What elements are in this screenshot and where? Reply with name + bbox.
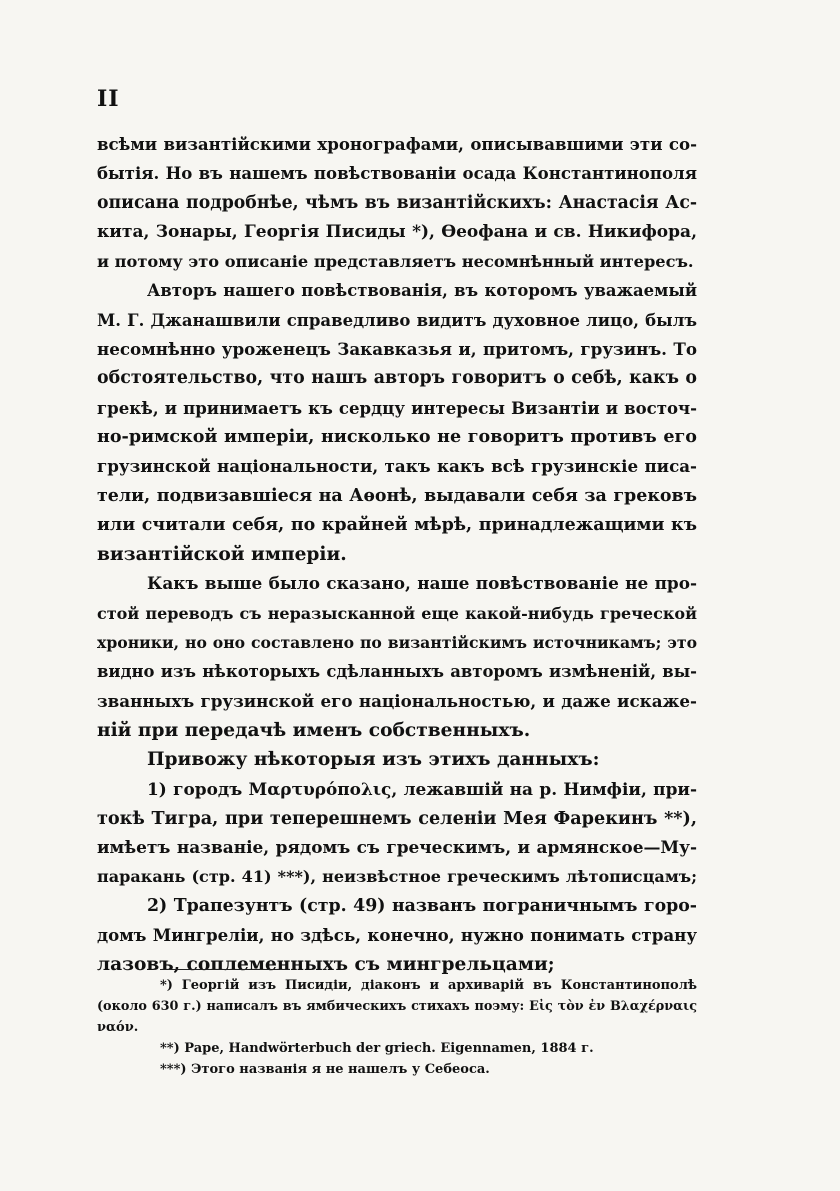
text-line: кита, Зонары, Георгія Писиды *), Ѳеофана и св. Никифора, <box>97 221 697 242</box>
main-text <box>97 130 697 980</box>
text-line: всѣми византійскими хронографами, описывавшими эти со- <box>97 134 697 154</box>
page-number: II <box>97 86 120 112</box>
text-line: лазовъ, соплеменныхъ съ мингрельцами; <box>97 954 555 976</box>
text-line: Какъ выше было сказано, наше повѣствованіе не про- <box>147 573 697 594</box>
text-line: бытія. Но въ нашемъ повѣствованіи осада Константинополя <box>97 163 697 184</box>
text-line: Привожу нѣкоторыя изъ этихъ данныхъ: <box>147 749 600 771</box>
text-line: ній при передачѣ именъ собственныхъ. <box>97 719 531 741</box>
text-line: Авторъ нашего повѣствованія, въ которомъ уважаемый <box>147 281 697 301</box>
text-line: грекѣ, и принимаетъ къ сердцу интересы Византіи и восточ- <box>97 397 697 418</box>
text-line: стой переводъ съ неразысканной еще какой-нибудь греческой <box>97 603 697 623</box>
text-line: описана подробнѣе, чѣмъ въ византійскихъ: Анастасія Ас- <box>97 192 697 213</box>
text-line: несомнѣнно уроженецъ Закавказья и, притомъ, грузинъ. То <box>97 339 697 360</box>
footnote-rule <box>160 969 290 970</box>
text-line: М. Г. Джанашвили справедливо видитъ духовное лицо, былъ <box>97 310 697 330</box>
footnote-line: **) Pape, Handwörterbuch der griech. Eigennamen, 1884 г. <box>160 1041 594 1056</box>
text-line: или считали себя, по крайней мѣрѣ, принадлежащими къ <box>97 514 697 535</box>
text-line: паракань (стр. 41) ***), неизвѣстное греческимъ лѣтописцамъ; <box>97 867 697 887</box>
text-line: грузинской національности, такъ какъ всѣ грузинскіе писа- <box>97 456 697 477</box>
text-line: званныхъ грузинской его національностью, и даже искаже- <box>97 690 697 711</box>
footnote-line: ναόν. <box>97 1020 139 1035</box>
text-line: 1) городъ Μαρτυρόπολις, лежавшій на р. Нимфіи, при- <box>147 778 697 799</box>
footnotes <box>97 975 697 1080</box>
text-line: и потому это описаніе представляетъ несомнѣнный интересъ. <box>97 252 694 272</box>
footnote-line: ***) Этого названія я не нашелъ у Себеоса. <box>160 1062 490 1077</box>
text-line: 2) Трапезунтъ (стр. 49) названъ пограничнымъ горо- <box>147 895 697 916</box>
text-line: хроники, но оно составлено по византійскимъ источникамъ; это <box>97 633 697 653</box>
footnote-line: *) Георгій изъ Писидіи, діаконъ и архиварій въ Константинополѣ <box>160 978 697 993</box>
text-line: видно изъ нѣкоторыхъ сдѣланныхъ авторомъ измѣненій, вы- <box>97 662 697 682</box>
text-line: имѣетъ названіе, рядомъ съ греческимъ, и армянское—Му- <box>97 837 697 858</box>
text-line: обстоятельство, что нашъ авторъ говоритъ о себѣ, какъ о <box>97 368 697 389</box>
text-line: токѣ Тигра, при теперешнемъ селеніи Мея Фарекинъ **), <box>97 807 697 829</box>
text-line: тели, подвизавшіеся на Аѳонѣ, выдавали себя за грековъ <box>97 485 697 506</box>
footnote-line: (около 630 г.) написалъ въ ямбическихъ стихахъ поэму: Εἰς τὸν ἐν Βλαχέρναις <box>97 999 697 1014</box>
text-line: византійской имперіи. <box>97 544 347 566</box>
text-line: но-римской имперіи, нисколько не говоритъ противъ его <box>97 426 697 447</box>
text-line: домъ Мингреліи, но здѣсь, конечно, нужно понимать страну <box>97 925 697 946</box>
